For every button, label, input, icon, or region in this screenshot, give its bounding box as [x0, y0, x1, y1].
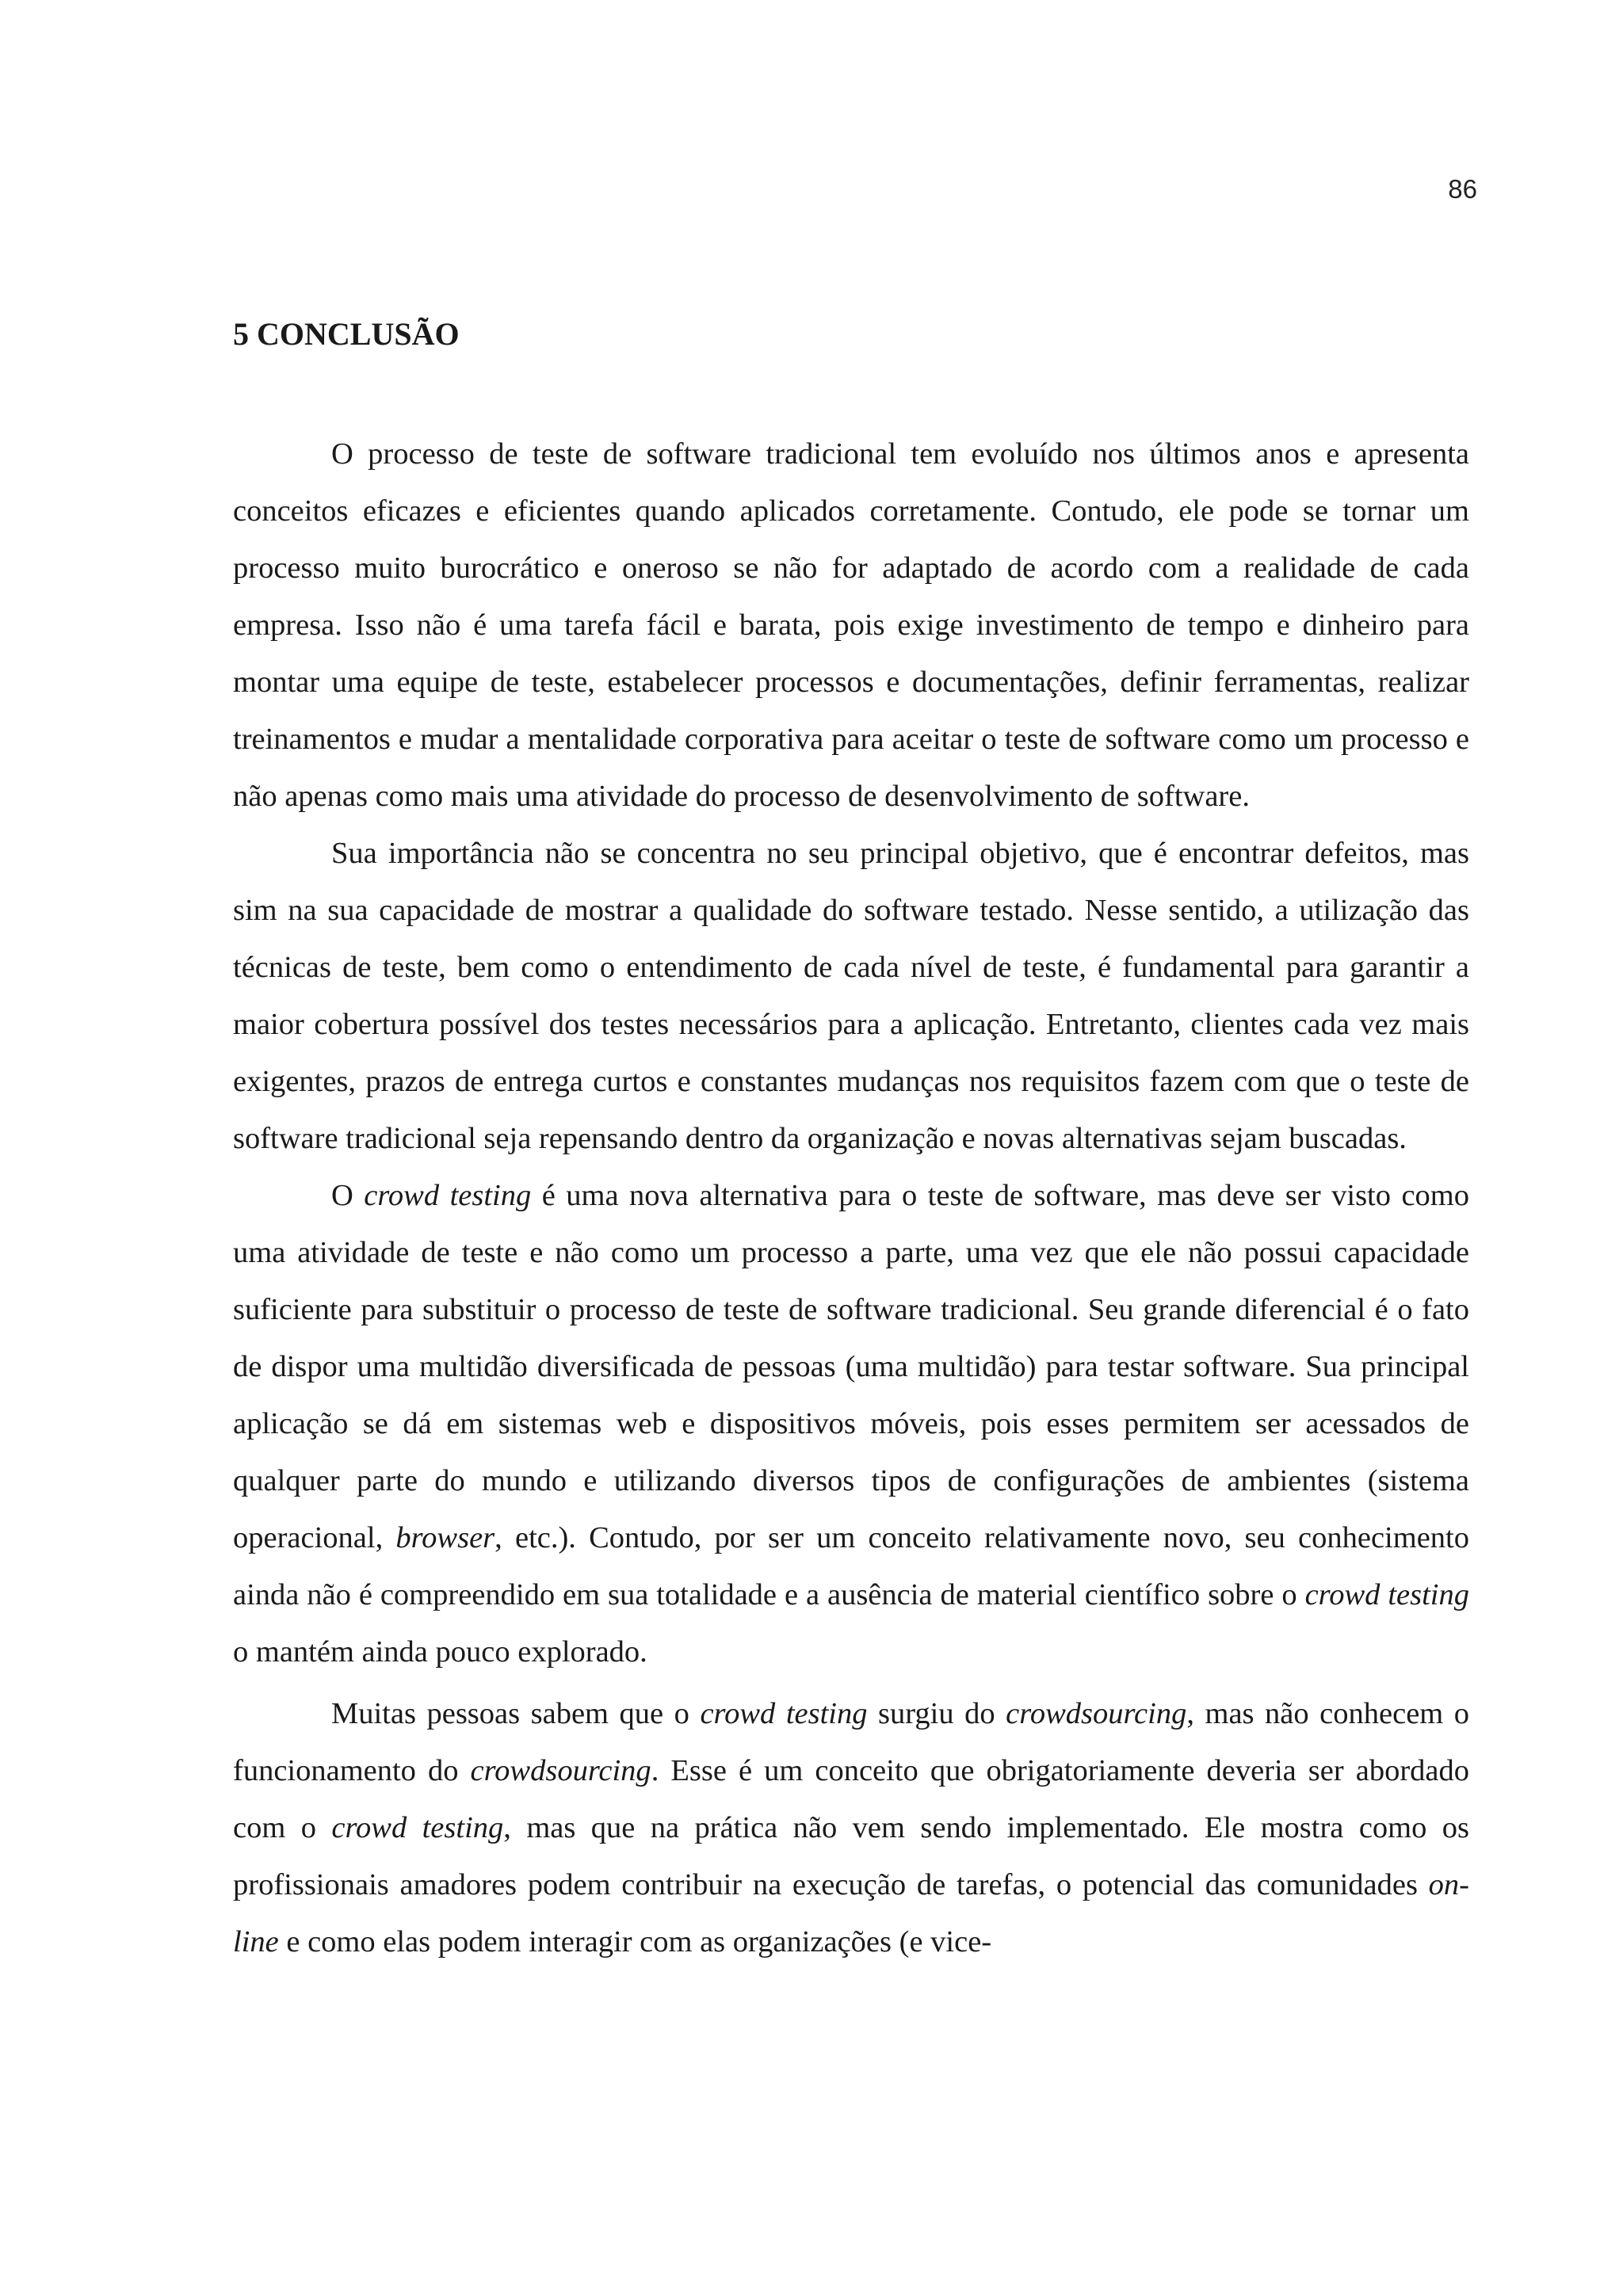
- text-run: Sua importância não se concentra no seu principal objetivo, que é encontrar defeitos, mas sim na sua capacidade de mostrar a qualidade do software testado. Nesse sentido, a utilização das técnicas de teste, bem como o entendimento de cada nível de teste, é fundamental para garantir a maior cobertura possível dos testes necessários para a aplicação. Entretanto, clientes cada vez mais exigentes, prazos de entrega curtos e constantes mudanças nos requisitos fazem com que o teste de software tradicional seja repensando dentro da organização e novas alternativas sejam buscadas.: [233, 837, 1469, 1155]
- italic-term: crowd testing: [364, 1179, 532, 1212]
- text-run: e como elas podem interagir com as organizações (e vice-: [278, 1925, 992, 1958]
- chapter-title: 5 CONCLUSÃO: [233, 316, 460, 352]
- italic-term: crowd testing: [1304, 1578, 1469, 1611]
- text-run: é uma nova alternativa para o teste de software, mas deve ser visto como uma atividade de teste e não como um processo a parte, uma vez que ele não possui capacidade suficiente para substituir o processo de teste de software tradicional. Seu grande diferencial é o fato de dispor uma multidão diversificada de pessoas (uma multidão) para testar software. Sua principal aplicação se dá em sistemas web e dispositivos móveis, pois esses permitem ser acessados de qualquer parte do mundo e utilizando diversos tipos de configurações de ambientes (sistema operacional,: [233, 1179, 1469, 1554]
- text-run: , mas não conhecem o funcionamento do: [233, 1697, 1470, 1787]
- text-run: . Esse é um conceito que obrigatoriamente deveria ser abordado com o: [233, 1754, 1469, 1844]
- text-run: o mantém ainda pouco explorado.: [233, 1635, 647, 1669]
- text-run: O: [331, 1179, 365, 1212]
- text-run: O processo de teste de software tradicional tem evoluído nos últimos anos e apresenta conceitos eficazes e eficientes quando aplicados corretamente. Contudo, ele pode se tornar um processo muito burocrático e oneroso se não for adaptado de acordo com a realidade de cada empresa. Isso não é uma tarefa fácil e barata, pois exige investimento de tempo e dinheiro para montar uma equipe de teste, estabelecer processos e documentações, definir ferramentas, realizar treinamentos e mudar a mentalidade corporativa para aceitar o teste de software como um processo e não apenas como mais uma atividade do processo de desenvolvimento de software.: [233, 437, 1469, 813]
- italic-term: crowd testing: [700, 1697, 868, 1730]
- paragraph-1: [233, 425, 1469, 825]
- italic-term: crowdsourcing: [470, 1754, 651, 1787]
- text-run: , etc.). Contudo, por ser um conceito relativamente novo, seu conhecimento ainda não é compreendido em sua totalidade e a ausência de material científico sobre o: [233, 1521, 1469, 1611]
- italic-term: crowd testing: [331, 1811, 504, 1844]
- paragraph-4: [233, 1685, 1469, 1970]
- text-run: Muitas pessoas sabem que o: [331, 1697, 701, 1730]
- italic-term: crowdsourcing: [1006, 1697, 1187, 1730]
- text-run: , mas que na prática não vem sendo implementado. Ele mostra como os profissionais amadores podem contribuir na execução de tarefas, o potencial das comunidades: [233, 1811, 1469, 1901]
- italic-term: on-line: [233, 1868, 1469, 1958]
- paragraph-2: [233, 825, 1469, 1167]
- text-run: surgiu do: [867, 1697, 1006, 1730]
- document-body: [233, 313, 1469, 1970]
- italic-term: browser: [395, 1521, 495, 1554]
- paragraph-3: [233, 1167, 1469, 1680]
- page-number: 86: [1448, 174, 1477, 204]
